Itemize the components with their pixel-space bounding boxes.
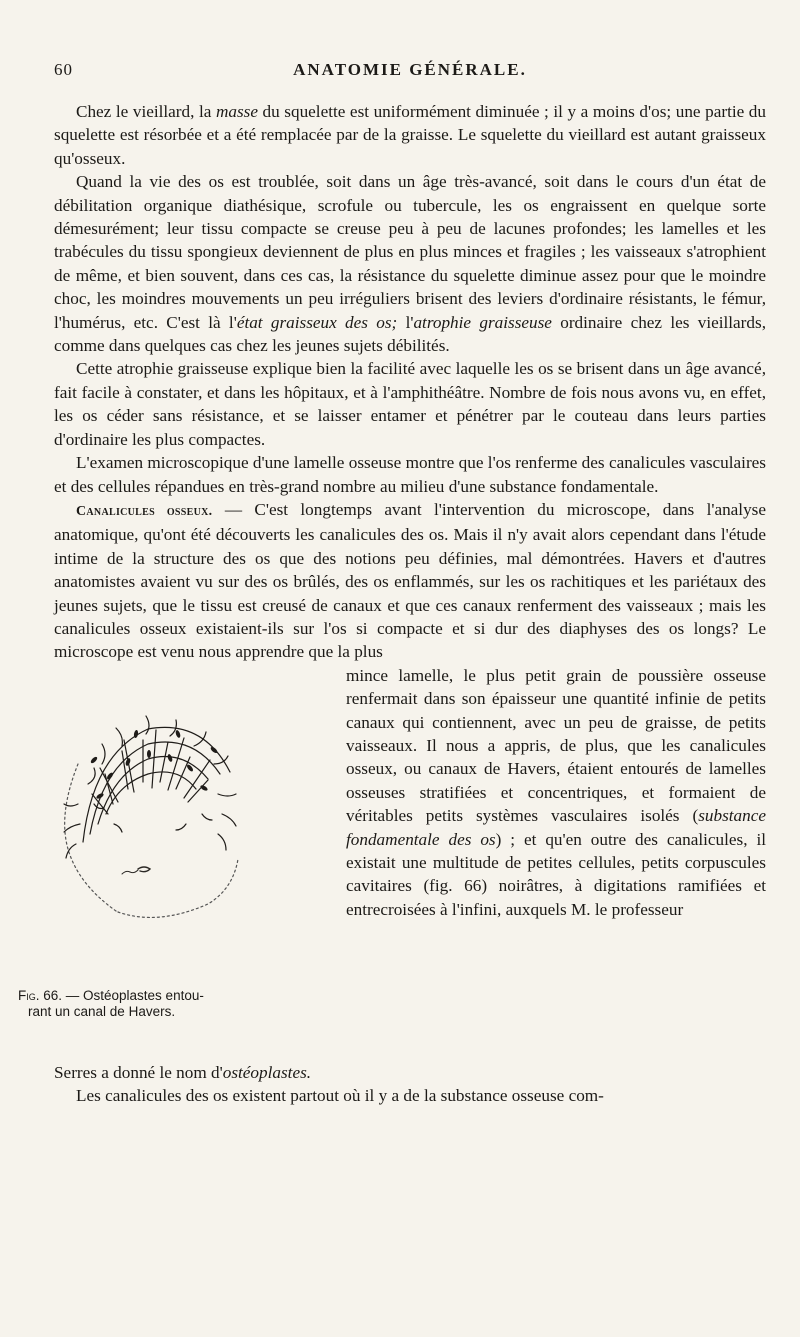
figure-caption-line-2: rant un canal de Havers. bbox=[28, 1003, 176, 1019]
page-number: 60 bbox=[54, 60, 73, 79]
paragraph-6: Les canalicules des os existent partout où il y a de la substance osseuse com- bbox=[76, 1086, 604, 1106]
paragraph-4: L'examen microscopique d'une lamelle osseuse montre que l'os renferme des canalicules vasculaires et des cellules répandues en très-grand nombre au milieu d'une substance fondamentale. bbox=[54, 453, 766, 496]
osteoplast-illustration bbox=[18, 664, 278, 984]
figure-block bbox=[18, 664, 766, 1061]
paragraph-2: Quand la vie des os est troublée, soit dans un âge très-avancé, soit dans le cours d'un état de débilitation organique diathésique, scrofule ou tubercule, les os engraissent en quelque sorte démesurément; leur tissu compacte se creuse peu à peu de lacunes profondes; les lamelles et les trabécules du tissu spongieux deviennent de plus en plus minces et fragiles ; les vaisseaux s'atrophient de même, et bien souvent, dans ces cas, la résistance du squelette diminue assez pour que le moindre choc, les moindres mouvements un peu irréguliers brisent des leviers d'ordinaire résistants, le fémur, l'humérus, etc. C'est là l'état graisseux des os; l'atrophie graisseuse ordinaire chez les vieillards, comme dans quelques cas chez les jeunes sujets débilités. bbox=[54, 172, 766, 356]
paragraph-5-end: Serres a donné le nom d'ostéoplastes. bbox=[54, 1062, 312, 1082]
figure-label: Fig. 66. bbox=[18, 987, 63, 1003]
section-heading: Canalicules osseux. bbox=[76, 503, 213, 519]
paragraph-3: Cette atrophie graisseuse explique bien la facilité avec laquelle les os se brisent dans un âge avancé, fait facile à constater, et dans les hôpitaux, et à l'amphithéâtre. Nombre de fois nous avons vu, en effet, les os céder sans résistance, et se laisser entamer et pénétrer par le couteau dans leurs parties d'ordinaire les plus compactes. bbox=[54, 359, 766, 449]
page-title: ANATOMIE GÉNÉRALE. bbox=[293, 60, 527, 79]
paragraph-5: Canalicules osseux. — C'est longtemps avant l'intervention du microscope, dans l'analyse anatomique, qu'ont été découverts les canalicules des os. Mais il n'y avait alors cependant dans l'étude intime de la structure des os que des notions peu définies, mal démontrées. Havers et d'autres anatomistes avaient vu sur des os brûlés, des os enflammés, sur les os rachitiques et les pariétaux des jeunes sujets, que le tissu est creusé de canaux et que ces canaux renferment des vaisseaux ; mais les canalicules osseux existaient-ils sur l'os si compacte et si dur des diaphyses des os longs? Le microscope est venu nous apprendre que la plus bbox=[54, 499, 766, 662]
figure-caption: Fig. 66. — Ostéoplastes entou- rant un canal de Havers. bbox=[18, 988, 278, 1020]
running-head bbox=[54, 60, 766, 88]
paragraph-5-continued: mince lamelle, le plus petit grain de poussière osseuse renfermait dans son épaisseur une quantité infinie de petits canaux qui contiennent, avec un peu de graisse, de petits vaisseaux. Il nous a appris, de plus, que les canalicules osseux, ou canaux de Havers, étaient entourés de lamelles osseuses stratifiées et concentriques, et formaient de véritables petits systèmes vasculaires isolés (substance fondamentale des os) ; et qu'en outre des canalicules, il existait une multitude de petites cellules, petits corpuscules cavitaires (fig. 66) noirâtres, à digitations ramifiées et entrecroisées à l'infini, auxquels M. le professeur bbox=[346, 665, 766, 919]
page-body bbox=[18, 100, 766, 1108]
paragraph-1: Chez le vieillard, la masse du squelette est uniformément diminuée ; il y a moins d'os; une partie du squelette est résorbée et a été remplacée par de la graisse. Le squelette du vieillard est autant graisseux qu'osseux. bbox=[54, 102, 766, 168]
figure-66 bbox=[18, 664, 278, 1061]
